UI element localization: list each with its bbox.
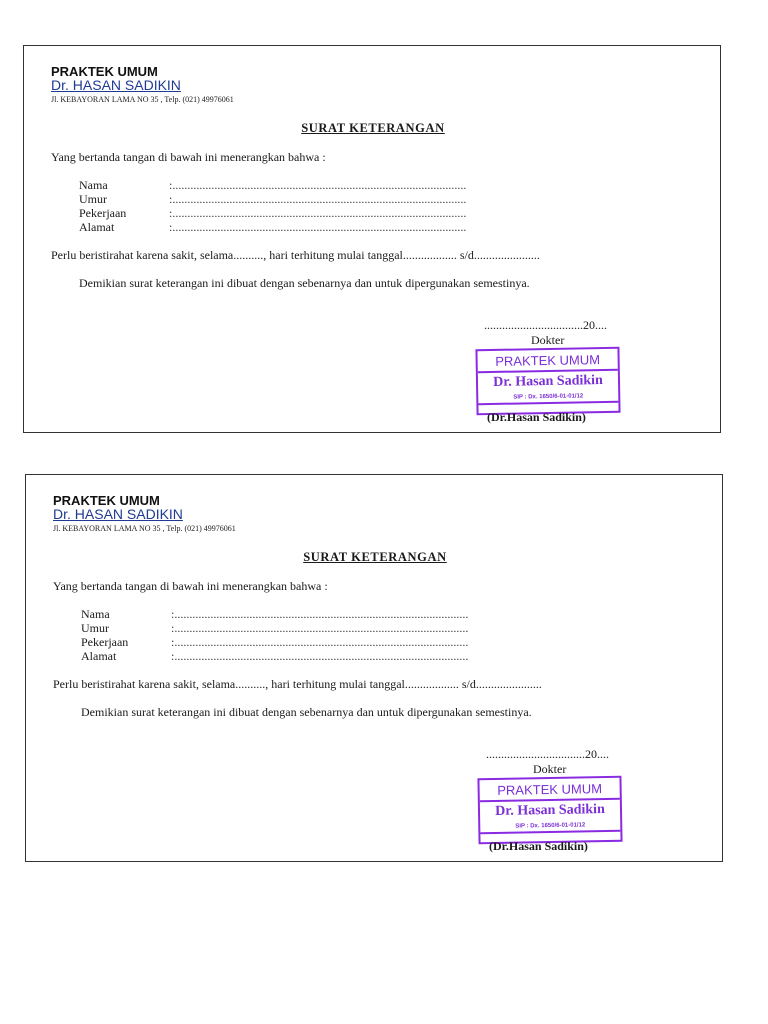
document-title: SURAT KETERANGAN [301, 121, 445, 135]
field-label-pekerjaan: Pekerjaan [81, 635, 129, 649]
doctor-name-header: Dr. HASAN SADIKIN [53, 506, 183, 522]
field-blank-nama: :.................................................................................................. [171, 607, 469, 621]
field-blank-umur: :.................................................................................................. [169, 192, 467, 206]
field-label-umur: Umur [81, 621, 109, 635]
intro-text: Yang bertanda tangan di bawah ini menerangkan bahwa : [51, 150, 326, 164]
clinic-name: PRAKTEK UMUM [51, 64, 158, 79]
closing-statement: Demikian surat keterangan ini dibuat dengan sebenarnya dan untuk dipergunakan semestinya. [81, 705, 532, 719]
stamp-line-clinic: PRAKTEK UMUM [480, 781, 620, 802]
stamp-line-clinic: PRAKTEK UMUM [478, 352, 618, 373]
document-title: SURAT KETERANGAN [303, 550, 447, 564]
field-label-nama: Nama [79, 178, 108, 192]
field-label-alamat: Alamat [79, 220, 115, 234]
field-blank-nama: :.................................................................................................. [169, 178, 467, 192]
signer-name: (Dr.Hasan Sadikin) [489, 839, 588, 853]
stamp-line-doctor: Dr. Hasan Sadikin [495, 802, 605, 819]
clinic-address: Jl. KEBAYORAN LAMA NO 35 , Telp. (021) 49976061 [53, 524, 236, 533]
field-label-umur: Umur [79, 192, 107, 206]
field-blank-alamat: :.................................................................................................. [171, 649, 469, 663]
field-blank-pekerjaan: :.................................................................................................. [169, 206, 467, 220]
signer-role: Dokter [533, 762, 567, 776]
date-line: .................................20.... [486, 747, 609, 761]
stamp-line-sip: SIP : Dx. 1650/6-01-01/12 [480, 822, 620, 834]
field-blank-pekerjaan: :.................................................................................................. [171, 635, 469, 649]
signer-name: (Dr.Hasan Sadikin) [487, 410, 586, 424]
clinic-address: Jl. KEBAYORAN LAMA NO 35 , Telp. (021) 49976061 [51, 95, 234, 104]
doctor-stamp [475, 347, 620, 416]
doctor-stamp [477, 776, 622, 845]
clinic-name: PRAKTEK UMUM [53, 493, 160, 508]
rest-statement: Perlu beristirahat karena sakit, selama.........., hari terhitung mulai tanggal.................. s/d...................... [51, 248, 540, 262]
intro-text: Yang bertanda tangan di bawah ini menerangkan bahwa : [53, 579, 328, 593]
date-line: .................................20.... [484, 318, 607, 332]
letter-2 [25, 474, 723, 862]
rest-statement: Perlu beristirahat karena sakit, selama.........., hari terhitung mulai tanggal.................. s/d...................... [53, 677, 542, 691]
stamp-line-sip: SIP : Dx. 1650/6-01-01/12 [478, 393, 618, 405]
doctor-name-header: Dr. HASAN SADIKIN [51, 77, 181, 93]
closing-statement: Demikian surat keterangan ini dibuat dengan sebenarnya dan untuk dipergunakan semestinya. [79, 276, 530, 290]
stamp-line-doctor: Dr. Hasan Sadikin [493, 373, 603, 390]
letter-1 [23, 45, 721, 433]
field-blank-alamat: :.................................................................................................. [169, 220, 467, 234]
signer-role: Dokter [531, 333, 565, 347]
field-label-nama: Nama [81, 607, 110, 621]
field-label-pekerjaan: Pekerjaan [79, 206, 127, 220]
field-blank-umur: :.................................................................................................. [171, 621, 469, 635]
field-label-alamat: Alamat [81, 649, 117, 663]
